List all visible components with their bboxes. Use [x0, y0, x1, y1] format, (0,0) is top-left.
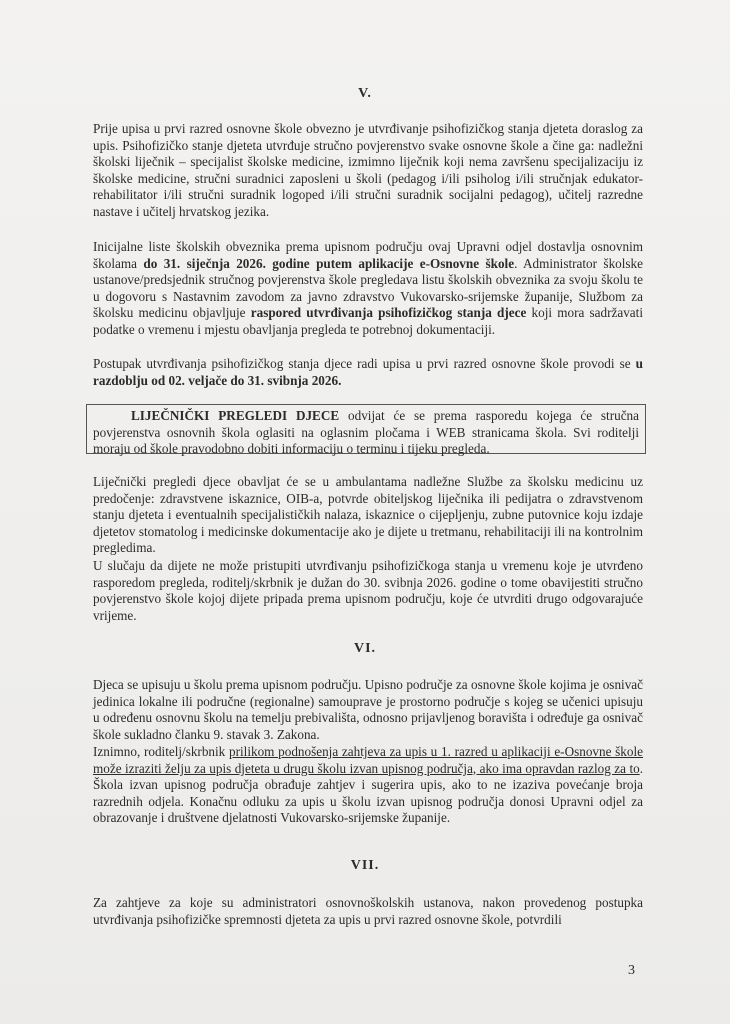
paragraph-u-slucaju: U slučaju da dijete ne može pristupiti utvrđivanju psihofizičkoga stanja u vremenu koje je utvrđeno rasporedom pregleda, roditelj/skrbnik je dužan do 30. svibnja 2026. godine o tome obavijestiti stručno povjerenstvo škole kojoj dijete pripada prema upisnom području, koje će utvrditi drugo odgovarajuće vrijeme.	[93, 558, 643, 623]
paragraph-inicijalne-liste	[93, 239, 643, 339]
text-run: Inicijalne liste školskih obveznika prema upisnom području ovaj Upravni odjel dostavlja osnovnim školama	[93, 239, 643, 271]
section-heading-v: V.	[358, 86, 372, 101]
paragraph-psihofizicko-stanje: Prije upisa u prvi razred osnovne škole obvezno je utvrđivanje psihofizičkog stanja djeteta doraslog za upis. Psihofizičko stanje djeteta utvrđuje stručno povjerenstvo svake osnovne škole a čine ga: nadležni školski liječnik – specijalist školske medicine, izmimno liječnik koji nema završenu specijalizaciju iz školske medicine, stručni suradnici zaposleni u školi (pedagog i/ili psiholog i/ili stručnjak edukator-rehabilitator i/ili stručni suradnik logoped i/ili stručni suradnik socijalni pedagog), učitelj razredne nastave i učitelj hrvatskog jezika.	[93, 121, 643, 219]
text-run: koji mora sadržavati podatke o vremenu i mjestu obavljanja pregleda te potrebnoj dokumentaciji.	[93, 305, 643, 337]
bold-text: do 31. siječnja 2026. godine putem aplikacije e-Osnovne škole	[143, 255, 515, 271]
bold-text: raspored utvrđivanja psihofizičkog stanja djece	[250, 305, 527, 321]
underlined-text: prilikom podnošenja zahtjeva za upis u 1. razred u aplikaciji e-Osnovne škole može izraziti želju za upis djeteta u drugu školu izvan upisnog područja, ako ima opravdan razlog za to	[93, 744, 644, 776]
section-heading-vi: VI.	[353, 641, 377, 656]
text-run: . Administrator školske ustanove/predsjednik stručnog povjerenstva škole pregledava listu školskih obveznika za svoju školu te u dogovoru s Nastavnim zavodom za javno zdravstvo Vukovarsko-srijemske županije, Službom za školsku medicinu objavljuje	[93, 255, 643, 321]
text-run: . Škola izvan upisnog područja obrađuje zahtjev i sugerira upis, ako to ne izaziva povećanje broja razrednih odjela. Konačnu odluku za upis u školu izvan upisnog područja donosi Upravni odjel za obrazovanje i društvene djelatnosti Vukovarsko-srijemske županije.	[93, 760, 643, 826]
bold-text: u razdoblju od 02. veljače do 31. svibnja 2026.	[93, 356, 643, 388]
paragraph-postupak	[93, 356, 643, 389]
text-run: Postupak utvrđivanja psihofizičkog stanja djece radi upisa u prvi razred osnovne škole provodi se	[93, 356, 636, 371]
notice-text	[93, 408, 639, 458]
notice-box	[86, 404, 646, 457]
paragraph-lijecnicki-pregledi: Liječnički pregledi djece obavljat će se u ambulantama nadležne Službe za školsku medicinu uz predočenje: zdravstvene iskaznice, OIB-a, potvrde obiteljskog liječnika ili pedijatra o zdravstvenom stanju djeteta i eventualnih specijalističkih nalaza, iskaznice o cijepljenju, zubne putovnice koju izdaje djetetov stomatolog i medicinske dokumentacije ako je dijete u tretmanu, rehabilitaciji ili na kontrolnim pregledima.	[93, 474, 643, 556]
page-number: 3	[628, 963, 635, 978]
section-heading-vii: VII.	[350, 858, 380, 873]
text-run: odvijat će se prema rasporedu kojega će stručna povjerenstva osnovnih škola oglasiti na oglasnim pločama i WEB stranicama škola. Svi roditelji moraju od škole pravodobno dobiti informaciju o terminu i tijeku pregleda.	[93, 408, 639, 457]
paragraph-upisno-podrucje: Djeca se upisuju u školu prema upisnom području. Upisno područje za osnovne škole kojima je osnivač jedinica lokalne ili područne (regionalne) samouprave je prostorno područje s kojeg se učenici upisuju u određenu osnovnu školu na temelju prebivališta, odnosno prijavljenog boravišta i određuje ga osnivač škole sukladno članku 9. stavak 3. Zakona.	[93, 677, 643, 742]
bold-text: LIJEČNIČKI PREGLEDI DJECE	[131, 408, 340, 423]
paragraph-za-zahtjeve: Za zahtjeve za koje su administratori osnovnoškolskih ustanova, nakon provedenog postupka utvrđivanja psihofizičke spremnosti djeteta za upis u prvi razred osnovne škole, potvrdili	[93, 895, 643, 927]
text-run: Iznimno, roditelj/skrbnik	[93, 744, 229, 759]
paragraph-iznimno	[93, 744, 643, 827]
